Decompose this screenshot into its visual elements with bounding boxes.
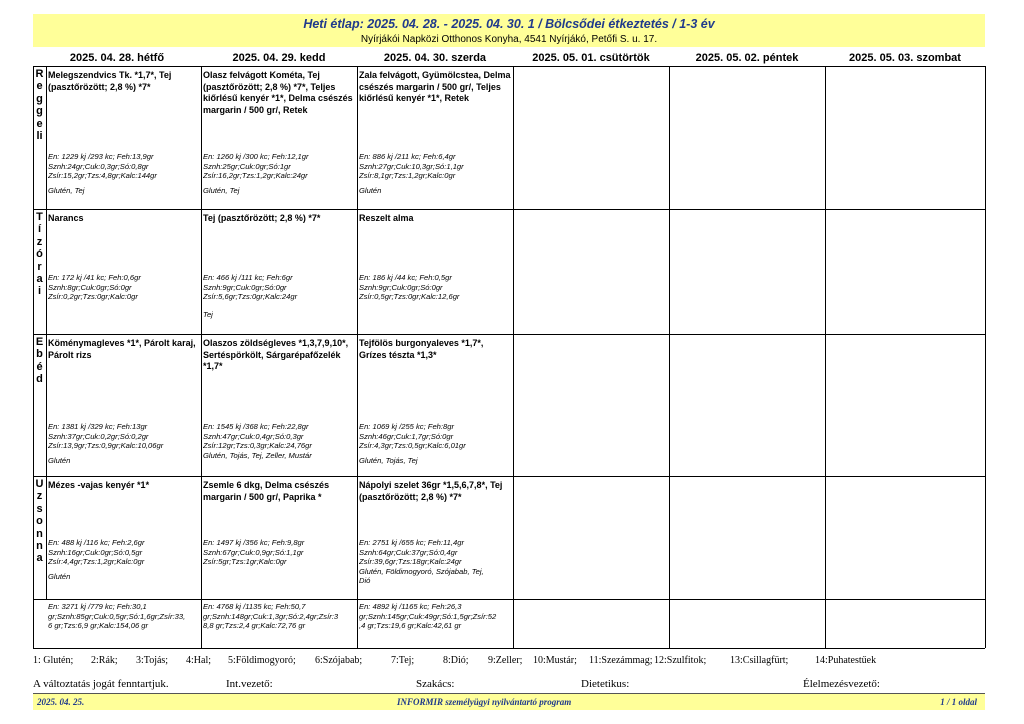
nutrition-info xyxy=(48,152,201,181)
meal-label-letter: e xyxy=(36,80,43,93)
nutrition-line: En: 2751 kj /655 kc; Feh:11,4gr xyxy=(359,538,464,547)
menu-table xyxy=(33,66,985,648)
allergen-line: Glutén, Tojás, Tej, Zeller, Mustár xyxy=(203,450,312,460)
daily-total-line: 8,8 gr;Tzs:2,4 gr;Kalc:72,76 gr xyxy=(203,621,306,631)
meal-label-letter: r xyxy=(37,260,42,273)
allergen-info xyxy=(203,310,357,320)
meal-label-letter: li xyxy=(36,130,43,143)
meal-label-letter: R xyxy=(35,68,44,80)
row-divider xyxy=(33,476,985,477)
footer-program: INFORMIR személyügyi nyilvántartó program xyxy=(397,697,572,707)
nutrition-line: Zsír:15,2gr;Tzs:4,8gr;Kalc:144gr xyxy=(48,171,157,181)
day-header: 2025. 05. 02. péntek xyxy=(695,52,799,64)
day-header: 2025. 04. 28. hétfő xyxy=(69,52,165,64)
meal-label-letter: g xyxy=(36,92,43,105)
meal-label xyxy=(34,68,45,208)
allergen-line: Tej xyxy=(203,309,213,319)
nutrition-line: En: 172 kj /41 kc; Feh:0,6gr xyxy=(48,273,141,282)
nutrition-line: Zsír:5gr;Tzs:1gr;Kalc:0gr xyxy=(203,557,287,567)
meal-label-letter: e xyxy=(36,117,43,130)
nutrition-line: Zsír:39,6gr;Tzs:18gr;Kalc:24gr xyxy=(359,557,462,567)
allergen-line: Glutén xyxy=(48,455,71,465)
column-divider xyxy=(513,66,514,648)
menu-item-text: Melegszendvics Tk. *1,7*, Tej (pasztőrözött; 2,8 %) *7* xyxy=(48,70,172,92)
daily-total-line: gr;Sznh:148gr;Cuk:1,3gr;Só:2,4gr;Zsír:3 xyxy=(203,611,339,621)
nutrition-line: Sznh:46gr;Cuk:1,7gr;Só:0gr xyxy=(359,431,454,441)
daily-total-line: ,4 gr;Tzs:19,6 gr;Kalc:42,61 gr xyxy=(359,621,462,631)
allergen-legend-item: 12:Szulfitok; xyxy=(654,655,707,666)
nutrition-line: Zsír:4,3gr;Tzs:0,5gr;Kalc:6,01gr xyxy=(359,441,466,451)
meal-label-letter: é xyxy=(36,360,43,373)
allergen-line: Glutén xyxy=(48,571,71,581)
nutrition-line: En: 1229 kj /293 kc; Feh:13,9gr xyxy=(48,152,154,161)
allergen-legend xyxy=(33,655,993,669)
allergen-info xyxy=(48,186,201,196)
menu-item-text: Zsemle 6 dkg, Delma csészés margarin / 500 gr/, Paprika * xyxy=(203,480,330,502)
nutrition-line: En: 488 kj /116 kc; Feh:2,6gr xyxy=(48,538,145,547)
menu-item-text: Olasz felvágott Kométa, Tej (pasztőrözött; 2,8 %) *7*, Teljes kiőrlésű kenyér *1*, Delma csészés margarin / 500 gr/, Retek xyxy=(203,70,353,115)
row-divider xyxy=(33,66,985,67)
allergen-legend-item: 4:Hal; xyxy=(186,655,211,666)
allergen-info xyxy=(203,186,357,196)
meal-label-letter: g xyxy=(36,105,43,118)
nutrition-line: Sznh:67gr;Cuk:0,9gr;Só:1,1gr xyxy=(203,547,304,557)
menu-item-text: Tejfölös burgonyaleves *1,7*, Grízes tészta *1,3* xyxy=(359,338,484,360)
nutrition-line: En: 1260 kj /300 kc; Feh:12,1gr xyxy=(203,152,309,161)
nutrition-line: Zsír:12gr;Tzs:0,3gr;Kalc:24,76gr xyxy=(203,441,312,451)
nutrition-line: Zsír:0,5gr;Tzs:0gr;Kalc:12,6gr xyxy=(359,292,460,302)
daily-total xyxy=(48,602,201,631)
nutrition-line: Zsír:8,1gr;Tzs:1,2gr;Kalc:0gr xyxy=(359,171,456,181)
allergen-legend-item: 7:Tej; xyxy=(391,655,415,666)
daily-total-line: gr;Sznh:85gr;Cuk:0,5gr;Só:1,6gr;Zsír:33, xyxy=(48,611,186,621)
daily-total-line: 6 gr;Tzs:6,9 gr;Kalc:154,06 gr xyxy=(48,621,149,631)
allergen-info xyxy=(203,451,357,461)
nutrition-line: En: 466 kj /111 kc; Feh:6gr xyxy=(203,273,293,282)
column-divider xyxy=(669,66,670,648)
signature-line xyxy=(33,678,993,692)
allergen-legend-item: 5:Földimogyoró; xyxy=(228,655,296,666)
meal-label-letter: a xyxy=(36,273,43,286)
allergen-legend-item: 3:Tojás; xyxy=(136,655,169,666)
meal-label-letter: a xyxy=(36,552,43,565)
nutrition-line: En: 1381 kj /329 kc; Feh:13gr xyxy=(48,422,148,431)
menu-item-text: Köménymagleves *1*, Párolt karaj, Párolt rizs xyxy=(48,338,196,360)
header-band xyxy=(33,14,985,47)
meal-label-letter: d xyxy=(36,373,43,386)
meal-label-letter: s xyxy=(36,502,43,515)
allergen-legend-item: 2:Rák; xyxy=(91,655,118,666)
nutrition-info xyxy=(203,152,357,181)
daily-total-line: En: 4768 kj /1135 kc; Feh:50,7 xyxy=(203,602,306,611)
nutrition-line: Zsír:13,9gr;Tzs:0,9gr;Kalc:10,06gr xyxy=(48,441,164,451)
allergen-legend-item: 1: Glutén; xyxy=(33,655,74,666)
nutrition-line: Sznh:47gr;Cuk:0,4gr;Só:0,3gr xyxy=(203,431,304,441)
nutrition-line: Sznh:16gr;Cuk:0gr;Só:0,5gr xyxy=(48,547,143,557)
meal-label-letter: E xyxy=(35,336,44,348)
signature-field: Int.vezető: xyxy=(226,678,273,690)
signature-field: Dietetikus: xyxy=(581,678,630,690)
nutrition-line: Sznh:25gr;Cuk:0gr;Só:1gr xyxy=(203,161,291,171)
allergen-info xyxy=(359,186,513,196)
column-divider xyxy=(825,66,826,648)
row-divider xyxy=(33,209,985,210)
menu-item-text: Tej (pasztőrözött; 2,8 %) *7* xyxy=(203,213,321,223)
allergen-info xyxy=(359,456,513,466)
nutrition-info xyxy=(203,538,357,567)
nutrition-info xyxy=(359,538,513,567)
column-divider xyxy=(985,66,986,648)
nutrition-line: Sznh:37gr;Cuk:0,2gr;Só:0,2gr xyxy=(48,431,149,441)
meal-label xyxy=(34,211,45,333)
nutrition-line: En: 1069 kj /255 kc; Feh:8gr xyxy=(359,422,454,431)
row-divider xyxy=(33,599,985,600)
meal-label-letter: ó xyxy=(36,248,43,261)
day-column-headers xyxy=(33,52,985,65)
daily-total-line: En: 4892 kj /1165 kc; Feh:26,3 xyxy=(359,602,462,611)
nutrition-line: Sznh:8gr;Cuk:0gr;Só:0gr xyxy=(48,282,132,292)
nutrition-line: Sznh:27gr;Cuk:10,3gr;Só:1,1gr xyxy=(359,161,464,171)
meal-label-letter: U xyxy=(35,478,44,490)
nutrition-info xyxy=(48,422,201,451)
menu-item-text: Olaszos zöldségleves *1,3,7,9,10*, Sertéspörkölt, Sárgarépafőzelék *1,7* xyxy=(203,338,349,372)
day-header: 2025. 05. 01. csütörtök xyxy=(532,52,650,64)
daily-total-line: En: 3271 kj /779 kc; Feh:30,1 xyxy=(48,602,147,611)
meal-label-letter: o xyxy=(36,515,43,528)
allergen-info xyxy=(48,572,201,582)
meal-label-letter: n xyxy=(36,527,43,540)
nutrition-line: Zsír:5,6gr;Tzs:0gr;Kalc:24gr xyxy=(203,292,298,302)
nutrition-info xyxy=(359,273,513,302)
allergen-legend-item: 13:Csillagfürt; xyxy=(730,655,789,666)
column-divider xyxy=(46,66,47,599)
allergen-legend-item: 11:Szezámmag; xyxy=(589,655,653,666)
nutrition-line: Zsír:4,4gr;Tzs:1,2gr;Kalc:0gr xyxy=(48,557,145,567)
allergen-legend-item: 10:Mustár; xyxy=(533,655,577,666)
column-divider xyxy=(201,66,202,648)
allergen-line: Dió xyxy=(359,576,371,586)
menu-item-text: Reszelt alma xyxy=(359,213,414,223)
column-divider xyxy=(357,66,358,648)
allergen-line: Glutén, Földimogyoró, Szójabab, Tej, xyxy=(359,566,484,576)
daily-total xyxy=(203,602,357,631)
day-header: 2025. 04. 30. szerda xyxy=(383,52,487,64)
signature-field: Szakács: xyxy=(416,678,455,690)
daily-total-line: gr;Sznh:145gr;Cuk:49gr;Só:1,5gr;Zsír:52 xyxy=(359,611,497,621)
allergen-info xyxy=(48,456,201,466)
nutrition-line: En: 186 kj /44 kc; Feh:0,5gr xyxy=(359,273,452,282)
menu-item-text: Nápolyi szelet 36gr *1,5,6,7,8*, Tej (pasztőrözött; 2,8 %) *7* xyxy=(359,480,503,502)
nutrition-info xyxy=(48,273,201,302)
meal-label-letter: i xyxy=(37,285,42,298)
page-subtitle: Nyírjákói Napközi Otthonos Konyha, 4541 Nyírjákó, Petőfi S. u. 17. xyxy=(360,34,658,45)
day-header: 2025. 05. 03. szombat xyxy=(849,52,961,64)
nutrition-info xyxy=(203,273,357,302)
meal-label xyxy=(34,336,45,475)
allergen-legend-item: 6:Szójabab; xyxy=(315,655,363,666)
nutrition-line: En: 1497 kj /356 kc; Feh:9,8gr xyxy=(203,538,305,547)
meal-label-letter: T xyxy=(36,211,43,223)
allergen-line: Glutén, Tej xyxy=(48,185,85,195)
menu-item-text: Zala felvágott, Gyümölcstea, Delma csészés margarin / 500 gr/, Teljes kiőrlésű kenyér *1*, Retek xyxy=(359,70,511,104)
signature-field: A változtatás jogát fenntartjuk. xyxy=(33,678,169,690)
meal-label xyxy=(34,478,45,598)
menu-item-text: Narancs xyxy=(48,213,84,223)
nutrition-info xyxy=(48,538,201,567)
nutrition-line: Sznh:9gr;Cuk:0gr;Só:0gr xyxy=(203,282,287,292)
nutrition-line: En: 886 kj /211 kc; Feh:6,4gr xyxy=(359,152,456,161)
row-divider xyxy=(33,648,985,649)
allergen-line: Glutén xyxy=(359,185,382,195)
allergen-legend-item: 9:Zeller; xyxy=(488,655,523,666)
allergen-line: Glutén, Tojás, Tej xyxy=(359,455,418,465)
nutrition-line: Sznh:9gr;Cuk:0gr;Só:0gr xyxy=(359,282,443,292)
footer-page: 1 / 1 oldal xyxy=(940,697,977,707)
nutrition-line: Sznh:64gr;Cuk:37gr;Só:0,4gr xyxy=(359,547,458,557)
daily-total xyxy=(359,602,513,631)
nutrition-line: En: 1545 kj /368 kc; Feh:22,8gr xyxy=(203,422,309,431)
footer-date: 2025. 04. 25. xyxy=(37,697,85,707)
meal-label-letter: z xyxy=(36,490,43,503)
nutrition-line: Zsír:16,2gr;Tzs:1,2gr;Kalc:24gr xyxy=(203,171,308,181)
nutrition-line: Sznh:24gr;Cuk:0,3gr;Só:0,8gr xyxy=(48,161,149,171)
page-title: Heti étlap: 2025. 04. 28. - 2025. 04. 30. 1 / Bölcsődei étkeztetés / 1-3 év xyxy=(303,17,715,31)
footer-bar xyxy=(33,693,985,710)
meal-label-letter: z xyxy=(36,235,43,248)
nutrition-info xyxy=(359,422,513,451)
allergen-info xyxy=(359,567,513,586)
allergen-line: Glutén, Tej xyxy=(203,185,240,195)
meal-label-letter: í xyxy=(37,223,42,236)
row-divider xyxy=(33,334,985,335)
nutrition-line: Zsír:0,2gr;Tzs:0gr;Kalc:0gr xyxy=(48,292,138,302)
signature-field: Élelmezésvezető: xyxy=(803,678,880,690)
menu-item-text: Mézes -vajas kenyér *1* xyxy=(48,480,150,490)
allergen-legend-item: 14:Puhatestűek xyxy=(815,655,877,666)
nutrition-info xyxy=(203,422,357,451)
meal-label-letter: n xyxy=(36,540,43,553)
day-header: 2025. 04. 29. kedd xyxy=(232,52,326,64)
allergen-legend-item: 8:Dió; xyxy=(443,655,469,666)
meal-label-letter: b xyxy=(36,348,43,361)
nutrition-info xyxy=(359,152,513,181)
